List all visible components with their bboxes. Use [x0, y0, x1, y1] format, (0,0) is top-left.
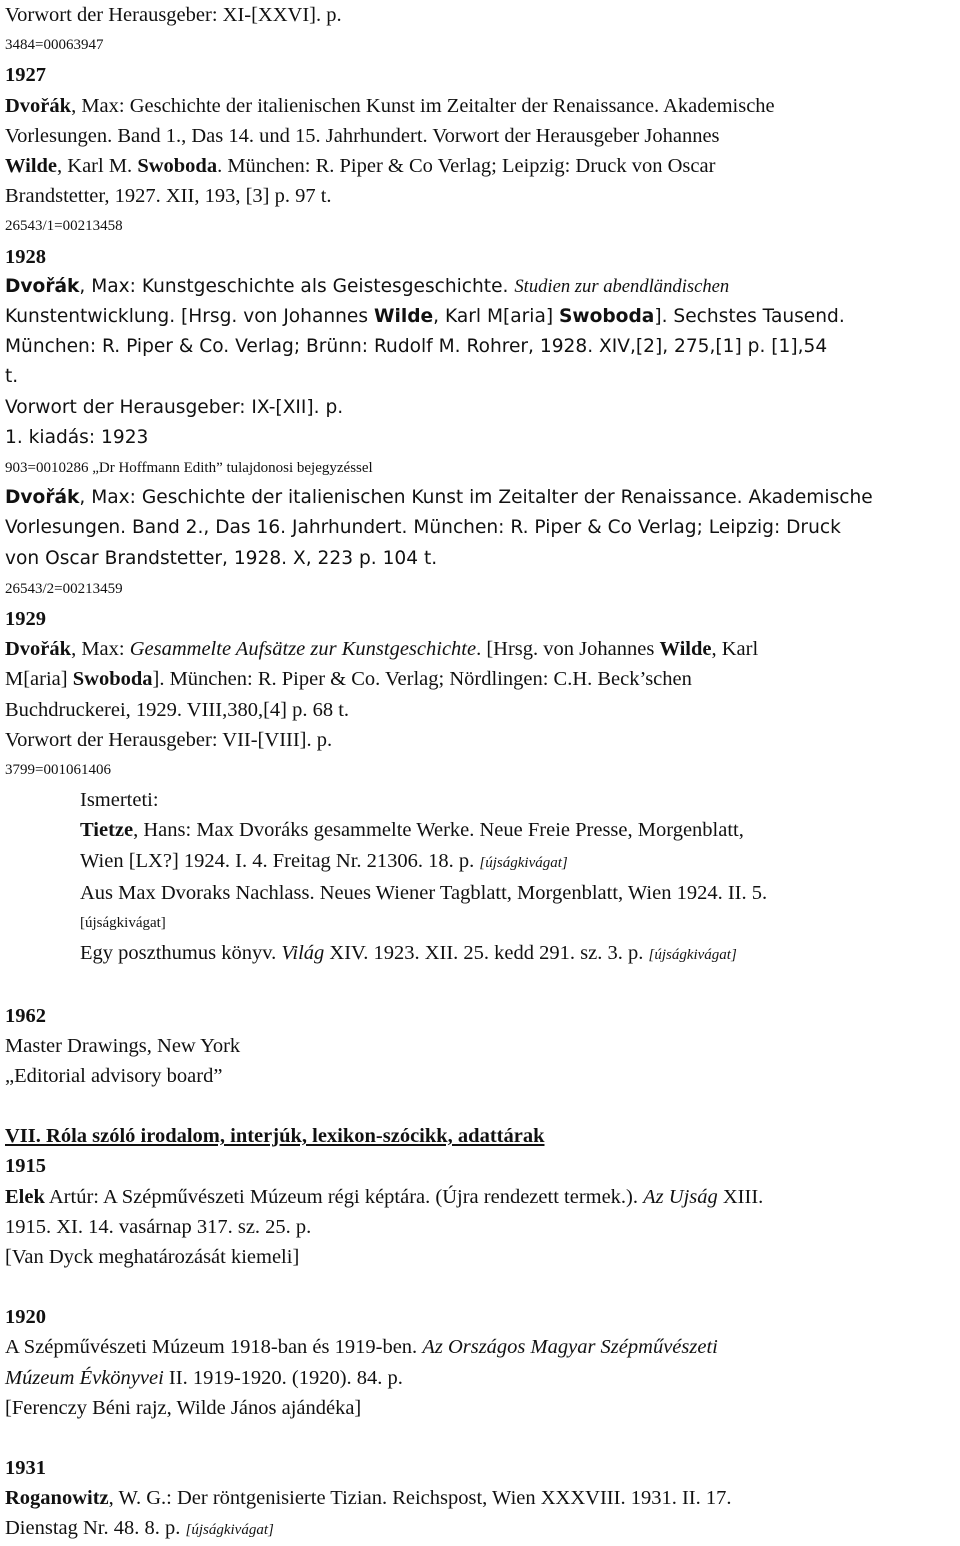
entry-line — [5, 483, 956, 513]
entry-line — [5, 0, 956, 30]
year-heading — [5, 604, 956, 634]
text-segment: [újságkivágat] — [80, 915, 166, 932]
entry-line — [5, 393, 956, 423]
text-segment: 1928 — [5, 245, 46, 268]
entry-line — [5, 1393, 956, 1423]
text-segment: , Hans: Max Dvoráks gesammelte Werke. Neue Freie Presse, Morgenblatt, — [133, 819, 744, 842]
entry-line — [5, 938, 956, 970]
entry-line — [5, 1483, 956, 1513]
entry-line — [5, 846, 956, 878]
text-segment: Vorlesungen. Band 1., Das 14. und 15. Jahrhundert. Vorwort der Herausgeber Johannes — [5, 124, 720, 147]
entry-line — [5, 544, 956, 574]
year-heading — [5, 1151, 956, 1181]
text-segment: 1. kiadás: 1923 — [5, 426, 149, 448]
text-segment: Buchdruckerei, 1929. VIII,380,[4] p. 68 t. — [5, 698, 350, 721]
entry-line — [5, 695, 956, 725]
text-segment: ]. München: R. Piper & Co. Verlag; Nördlingen: C.H. Beck’schen — [152, 668, 692, 691]
author-name: Elek — [5, 1185, 45, 1208]
text-segment: . [Hrsg. von Johannes — [476, 638, 660, 661]
italic-title: [újságkivágat] — [185, 1522, 274, 1539]
text-segment: 3484=00063947 — [5, 37, 104, 54]
entry-line — [5, 181, 956, 211]
text-segment: Brandstetter, 1927. XII, 193, [3] p. 97 t. — [5, 185, 332, 208]
text-segment: 1929 — [5, 608, 46, 631]
entry-line — [5, 664, 956, 694]
spacer — [5, 1423, 956, 1453]
text-segment: , Max: Kunstgeschichte als Geistesgeschichte. — [79, 275, 515, 297]
author-name: Wilde — [373, 306, 434, 328]
italic-title: Az Ujság — [643, 1185, 718, 1208]
text-segment: 1927 — [5, 64, 46, 87]
entry-line — [5, 423, 956, 453]
text-segment: 903=0010286 „Dr Hoffmann Edith” tulajdonosi bejegyzéssel — [5, 460, 373, 477]
text-segment: , W. G.: Der röntgenisierte Tizian. Reichspost, Wien XXXVIII. 1931. II. 17. — [108, 1487, 732, 1510]
entry-line — [5, 302, 956, 332]
text-segment: A Szépművészeti Múzeum 1918-ban és 1919-ben. — [5, 1336, 423, 1359]
entry-line — [5, 121, 956, 151]
author-name: Roganowitz — [5, 1487, 109, 1510]
text-segment: 1915. XI. 14. vasárnap 317. sz. 25. p. — [5, 1215, 312, 1238]
entry-line — [5, 1242, 956, 1272]
text-segment: von Oscar Brandstetter, 1928. X, 223 p. 104 t. — [5, 547, 438, 569]
text-segment: Artúr: A Szépművészeti Múzeum régi képtára. (Újra rendezett termek.). — [44, 1185, 644, 1208]
text-segment: , Karl M[aria] — [433, 306, 560, 328]
text-segment: XIV. 1923. XII. 25. kedd 291. sz. 3. p. — [324, 942, 649, 965]
text-segment: [Ferenczy Béni rajz, Wilde János ajándéka] — [5, 1396, 362, 1419]
text-segment: Vorwort der Herausgeber: XI-[XXVI]. p. — [5, 4, 342, 26]
author-name: Swoboda — [72, 668, 153, 691]
entry-line — [5, 878, 956, 908]
catalog-number — [5, 574, 956, 604]
text-segment: Vorwort der Herausgeber: VII-[VIII]. p. — [5, 728, 333, 751]
spacer — [5, 971, 956, 1001]
text-segment: , Max: — [71, 638, 130, 661]
text-segment: Kunstentwicklung. [Hrsg. von Johannes — [5, 306, 374, 328]
year-heading — [5, 1302, 956, 1332]
text-segment: II. 1919-1920. (1920). 84. p. — [163, 1366, 403, 1389]
entry-line — [5, 91, 956, 121]
spacer — [5, 1272, 956, 1302]
entry-line — [5, 634, 956, 664]
text-segment: . München: R. Piper & Co Verlag; Leipzig: Druck von Oscar — [217, 155, 716, 178]
text-segment: Egy poszthumus könyv. — [80, 942, 282, 965]
text-segment: M[aria] — [5, 668, 73, 691]
text-segment: 3799=001061406 — [5, 762, 111, 779]
author-name: Dvořák — [5, 487, 80, 509]
catalog-number — [5, 755, 956, 785]
text-segment: Wien [LX?] 1924. I. 4. Freitag Nr. 21306. 18. p. — [80, 849, 480, 872]
text-segment: XIII. — [717, 1185, 764, 1208]
entry-line — [5, 1332, 956, 1362]
text-segment: Aus Max Dvoraks Nachlass. Neues Wiener Tagblatt, Morgenblatt, Wien 1924. II. 5. — [80, 881, 768, 904]
text-segment: , Karl — [711, 638, 759, 661]
entry-line — [5, 1182, 956, 1212]
year-heading — [5, 1453, 956, 1483]
italic-title: Gesammelte Aufsätze zur Kunstgeschichte — [129, 638, 477, 661]
italic-title: Múzeum Évkönyvei — [5, 1366, 164, 1389]
text-segment: , Max: Geschichte der italienischen Kunst im Zeitalter der Renaissance. Akademische — [79, 487, 873, 509]
text-segment: 1962 — [5, 1004, 46, 1027]
italic-title: [újságkivágat] — [479, 854, 568, 871]
spacer — [5, 1091, 956, 1121]
italic-title: [újságkivágat] — [648, 947, 737, 964]
author-name: Dvořák — [5, 638, 72, 661]
year-heading — [5, 242, 956, 272]
text-segment: „Editorial advisory board” — [5, 1064, 223, 1087]
text-segment: 1920 — [5, 1306, 46, 1329]
catalog-number — [5, 453, 956, 483]
author-name: Dvořák — [5, 275, 80, 297]
section-heading — [5, 1121, 956, 1151]
entry-line — [5, 725, 956, 755]
entry-line — [5, 513, 956, 543]
text-segment: [Van Dyck meghatározását kiemeli] — [5, 1245, 300, 1268]
text-segment: ]. Sechstes Tausend. — [654, 306, 845, 328]
text-segment: 26543/1=00213458 — [5, 218, 123, 235]
entry-line — [5, 1061, 956, 1091]
text-segment: , Max: Geschichte der italienischen Kunst im Zeitalter der Renaissance. Akademische — [71, 94, 775, 117]
year-heading — [5, 1001, 956, 1031]
text-segment: 1931 — [5, 1456, 46, 1479]
entry-line — [5, 785, 956, 815]
author-name: Swoboda — [137, 155, 218, 178]
entry-line — [5, 362, 956, 392]
italic-title: Az Országos Magyar Szépművészeti — [422, 1336, 718, 1359]
text-segment: 1915 — [5, 1155, 46, 1178]
italic-title: Világ — [281, 942, 325, 965]
entry-line — [5, 332, 956, 362]
text-segment: Ismerteti: — [80, 789, 159, 812]
entry-line — [5, 815, 956, 845]
text-segment: Dienstag Nr. 48. 8. p. — [5, 1517, 186, 1540]
catalog-number — [5, 30, 956, 60]
entry-line — [5, 1513, 956, 1545]
text-segment: München: R. Piper & Co. Verlag; Brünn: Rudolf M. Rohrer, 1928. XIV,[2], 275,[1] p. [1],54 — [5, 336, 828, 358]
text-segment: 26543/2=00213459 — [5, 580, 123, 597]
catalog-number — [5, 908, 956, 938]
author-name: Swoboda — [559, 306, 655, 328]
author-name: Dvořák — [5, 94, 72, 117]
author-name: Wilde — [5, 155, 58, 178]
entry-line — [5, 1031, 956, 1061]
italic-title: Studien zur abendländischen — [514, 275, 730, 297]
entry-line — [5, 272, 956, 302]
entry-line — [5, 151, 956, 181]
author-name: Tietze — [80, 819, 134, 842]
text-segment: , Karl M. — [57, 155, 138, 178]
author-name: Wilde — [659, 638, 712, 661]
text-segment: Master Drawings, New York — [5, 1034, 241, 1057]
year-heading — [5, 60, 956, 90]
entry-line — [5, 1363, 956, 1393]
catalog-number — [5, 211, 956, 241]
entry-line — [5, 1212, 956, 1242]
text-segment: Vorwort der Herausgeber: IX-[XII]. p. — [5, 396, 344, 418]
text-segment: Vorlesungen. Band 2., Das 16. Jahrhundert. München: R. Piper & Co Verlag; Leipzig: Druck — [5, 517, 841, 539]
text-segment: VII. Róla szóló irodalom, interjúk, lexikon-szócikk, adattárak — [5, 1125, 545, 1148]
text-segment: t. — [5, 366, 19, 388]
